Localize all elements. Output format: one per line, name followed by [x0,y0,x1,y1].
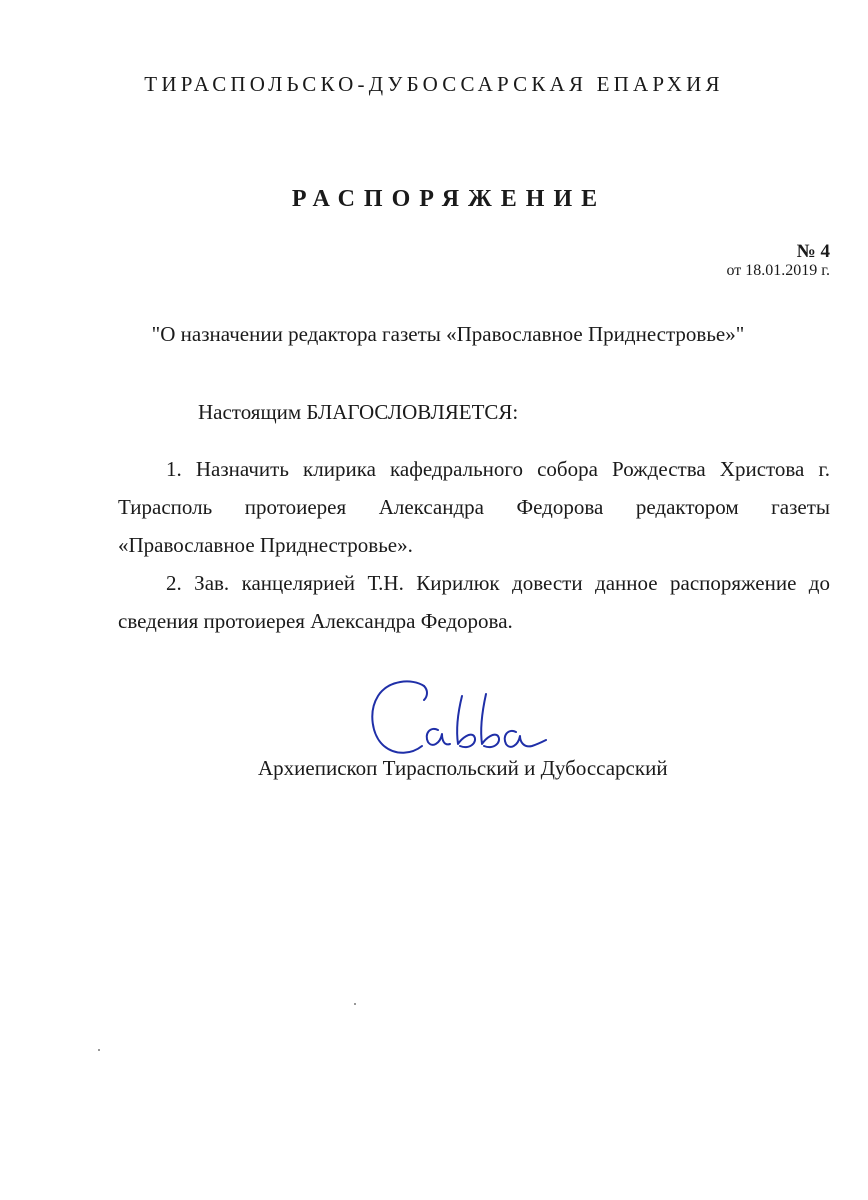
paper-speck [98,1049,100,1051]
diocese-heading: ТИРАСПОЛЬСКО-ДУБОССАРСКАЯ ЕПАРХИЯ [144,72,724,96]
document-type-title: РАСПОРЯЖЕНИЕ [291,186,607,212]
paper-speck [354,1003,356,1005]
order-item-2: 2. Зав. канцелярией Т.Н. Кирилюк довести данное распоряжение до сведения протоиерея Александра Федорова. [118,571,830,633]
handwritten-signature [366,672,556,764]
document-date: от 18.01.2019 г. [726,262,830,279]
document-number: № 4 [796,241,830,262]
order-items [118,450,830,640]
order-item-1: 1. Назначить клирика кафедрального собора Рождества Христова г. Тирасполь протоиерея Александра Федорова редактором газеты «Православное Приднестровье». [118,457,830,557]
document-subject: "О назначении редактора газеты «Православное Приднестровье»" [151,322,745,346]
signatory-title: Архиепископ Тираспольский и Дубоссарский [258,756,668,780]
preamble: Настоящим БЛАГОСЛОВЛЯЕТСЯ: [198,400,519,424]
